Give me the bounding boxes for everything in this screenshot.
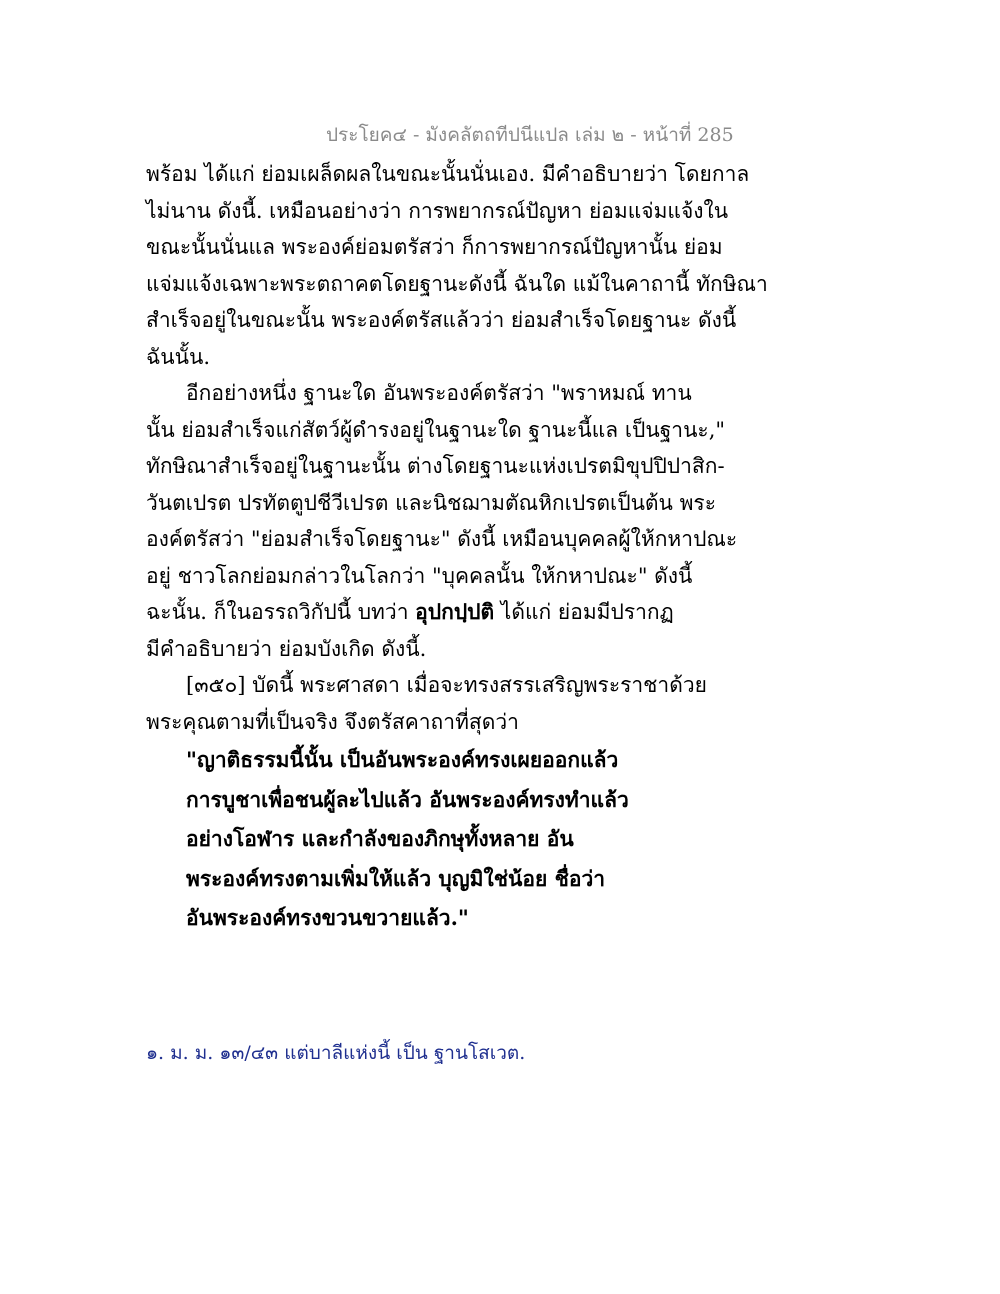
paragraph-line: พระคุณตามที่เป็นจริง จึงตรัสคาถาที่สุดว่า <box>146 709 519 734</box>
paragraph-line: องค์ตรัสว่า "ย่อมสำเร็จโดยฐานะ" ดังนี้ เหมือนบุคคลผู้ให้กหาปณะ <box>146 527 738 551</box>
paragraph-line: มีคำอธิบายว่า ย่อมบังเกิด ดังนี้. <box>146 636 427 661</box>
footnote: ๑. ม. ม. ๑๓/๔๓ แต่บาลีแห่งนี้ เป็น ฐานโสเวต. <box>146 1042 526 1064</box>
paragraph-line: [๓๕๐] บัดนี้ พระศาสดา เมื่อจะทรงสรรเสริญพระราชาด้วย <box>186 673 707 697</box>
paragraph-line: ไม่นาน ดังนี้. เหมือนอย่างว่า การพยากรณ์ปัญหา ย่อมแจ่มแจ้งใน <box>146 198 729 223</box>
line-text: ได้แก่ ย่อมมีปรากฏ <box>494 600 674 624</box>
page-header: ประโยค๔ - มังคลัตถทีปนีแปล เล่ม ๒ - หน้าที่ 285 <box>326 124 734 146</box>
paragraph-1 <box>146 156 768 375</box>
paragraph-line <box>146 594 726 631</box>
verse-line: "ญาติธรรมนี้นั้น เป็นอันพระองค์ทรงเผยออกแล้ว <box>186 747 619 772</box>
paragraph-line: วันตเปรต ปรทัตตูปชีวีเปรต และนิชฌามตัณหิกเปรตเป็นต้น พระ <box>146 490 716 515</box>
paragraph-3 <box>146 667 726 740</box>
paragraph-line: พร้อม ได้แก่ ย่อมเผล็ดผลในขณะนั้นนั่นเอง. มีคำอธิบายว่า โดยกาล <box>146 162 750 186</box>
paragraph-2 <box>146 375 738 667</box>
paragraph-line: อยู่ ชาวโลกย่อมกล่าวในโลกว่า "บุคคลนั้น ให้กหาปณะ" ดังนี้ <box>146 563 693 588</box>
verse-line: การบูชาเพื่อชนผู้ละไปแล้ว อันพระองค์ทรงทำแล้ว <box>186 786 629 812</box>
paragraph-line: สำเร็จอยู่ในขณะนั้น พระองค์ตรัสแล้วว่า ย่อมสำเร็จโดยฐานะ ดังนี้ <box>146 308 737 332</box>
paragraph-line: นั้น ย่อมสำเร็จแก่สัตว์ผู้ดำรงอยู่ในฐานะใด ฐานะนี้แล เป็นฐานะ," <box>146 417 726 442</box>
paragraph-line: แจ่มแจ้งเฉพาะพระตถาคตโดยฐานะดังนี้ ฉันใด แม้ในคาถานี้ ทักษิณา <box>146 271 768 296</box>
body-text <box>146 156 768 938</box>
verse-line: อันพระองค์ทรงขวนขวายแล้ว." <box>186 905 469 930</box>
verse-line: อย่างโอฬาร และกำลังของภิกษุทั้งหลาย อัน <box>186 826 574 851</box>
verse-line: พระองค์ทรงตามเพิ่มให้แล้ว บุญมิใช่น้อย ชื่อว่า <box>186 865 606 891</box>
paragraph-line: ขณะนั้นนั่นแล พระองค์ย่อมตรัสว่า ก็การพยากรณ์ปัญหานั้น ย่อม <box>146 235 723 259</box>
paragraph-line: อีกอย่างหนึ่ง ฐานะใด อันพระองค์ตรัสว่า "พราหมณ์ ทาน <box>186 381 692 405</box>
paragraph-line: ทักษิณาสำเร็จอยู่ในฐานะนั้น ต่างโดยฐานะแห่งเปรตมิขุปปิปาสิก- <box>146 454 725 478</box>
verse-block <box>146 740 726 938</box>
line-text: ฉะนั้น. ก็ในอรรถวิกัปนี้ บทว่า <box>146 600 416 624</box>
bold-term: อุปกปฺปติ <box>415 599 495 624</box>
paragraph-line: ฉันนั้น. <box>146 344 211 369</box>
